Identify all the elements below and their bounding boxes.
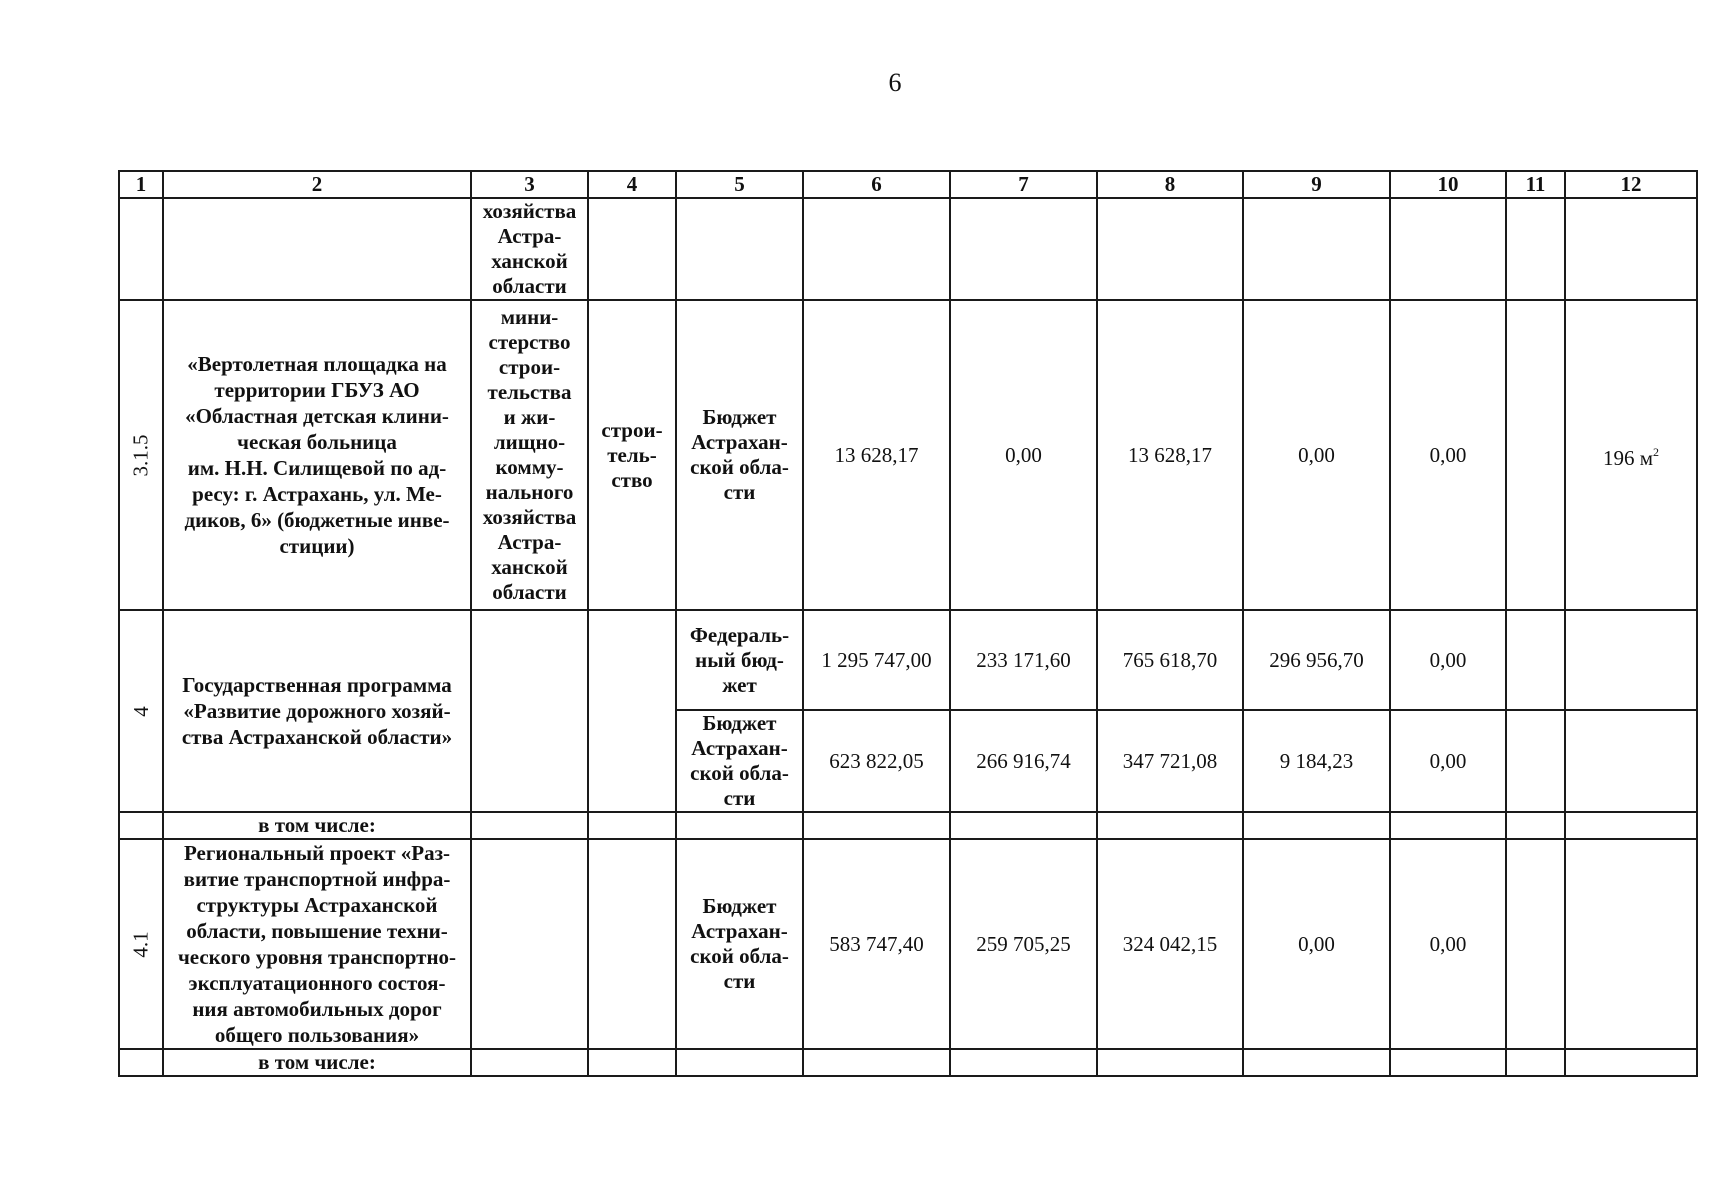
value-cell: 0,00 [1390, 300, 1506, 610]
executor-line: области [492, 274, 567, 298]
source-line: Федераль- [689, 622, 790, 647]
source-cell [676, 610, 803, 710]
value-cell [1506, 300, 1565, 610]
executor-cell [471, 839, 588, 1049]
column-number: 11 [1506, 171, 1565, 198]
executor-line: стерство [488, 330, 571, 354]
including-label: в том числе: [163, 1049, 471, 1076]
row-number: 4.1 [128, 930, 153, 958]
value-cell [1390, 1049, 1506, 1076]
including-label: в том числе: [163, 812, 471, 839]
column-number: 7 [950, 171, 1097, 198]
executor-line: ханской [491, 249, 568, 273]
row-name-line: территории ГБУЗ АО [214, 378, 420, 402]
table-row-4-federal [119, 610, 1697, 710]
table-row-4-1 [119, 839, 1697, 1049]
value-cell: 324 042,15 [1097, 839, 1243, 1049]
row-number-cell [119, 1049, 163, 1076]
row-number-cell [119, 610, 163, 812]
result-cell [1565, 1049, 1697, 1076]
source-cell [676, 710, 803, 812]
result-unit-superscript: 2 [1653, 444, 1660, 459]
source-line: ской обла- [690, 761, 789, 785]
value-cell: 765 618,70 [1097, 610, 1243, 710]
executor-line: Астра- [497, 224, 562, 248]
row-name-line: ческая больница [237, 430, 397, 454]
value-cell: 0,00 [950, 300, 1097, 610]
executor-line: хозяйства [482, 199, 577, 223]
row-number-cell [119, 300, 163, 610]
row-name-line: «Развитие дорожного хозяй- [183, 699, 451, 723]
result-cell [1565, 812, 1697, 839]
table-row-including [119, 812, 1697, 839]
row-name-cell [163, 198, 471, 300]
row-name-cell [163, 839, 471, 1049]
value-cell [950, 1049, 1097, 1076]
value-cell: 259 705,25 [950, 839, 1097, 1049]
source-cell [676, 839, 803, 1049]
executor-line: ханской [491, 555, 568, 579]
column-number: 10 [1390, 171, 1506, 198]
value-cell [1390, 812, 1506, 839]
value-cell: 296 956,70 [1243, 610, 1390, 710]
result-cell [1565, 710, 1697, 812]
row-name-cell [163, 610, 471, 812]
value-cell [1243, 812, 1390, 839]
source-line: Бюджет [702, 894, 777, 918]
type-line: ство [611, 467, 653, 492]
column-number: 6 [803, 171, 950, 198]
value-cell [1243, 198, 1390, 300]
row-name-line: области, повышение техни- [186, 919, 448, 943]
executor-line: нального [485, 480, 574, 504]
source-line: сти [723, 480, 756, 504]
row-name-line: структуры Астраханской [196, 893, 438, 917]
value-cell: 1 295 747,00 [803, 610, 950, 710]
budget-table [118, 170, 1698, 1077]
table-row-continuation [119, 198, 1697, 300]
source-line: Бюджет [702, 405, 777, 429]
column-number-row [119, 171, 1697, 198]
executor-line: строи- [498, 355, 561, 379]
value-cell: 13 628,17 [803, 300, 950, 610]
source-line: сти [723, 786, 756, 810]
value-cell: 0,00 [1390, 839, 1506, 1049]
row-name-cell [163, 300, 471, 610]
type-cell [588, 610, 676, 812]
executor-line: мини- [500, 305, 559, 329]
value-cell [1390, 198, 1506, 300]
row-name-line: стиции) [279, 534, 355, 558]
value-cell: 0,00 [1243, 839, 1390, 1049]
row-number-cell [119, 812, 163, 839]
table-row-including [119, 1049, 1697, 1076]
executor-line: лищно- [493, 430, 566, 454]
page-number: 6 [888, 68, 902, 97]
result-cell [1565, 300, 1697, 610]
type-cell [588, 839, 676, 1049]
value-cell: 347 721,08 [1097, 710, 1243, 812]
value-cell: 0,00 [1390, 710, 1506, 812]
source-line: Астрахан- [691, 919, 788, 943]
executor-line: комму- [495, 455, 564, 479]
value-cell [1506, 198, 1565, 300]
row-name-line: Региональный проект «Раз- [183, 841, 451, 865]
column-number: 12 [1565, 171, 1697, 198]
row-name-line: витие транспортной инфра- [183, 867, 451, 891]
source-line: Бюджет [702, 711, 777, 735]
source-cell [676, 1049, 803, 1076]
row-name-line: эксплуатационного состоя- [188, 971, 446, 995]
result-cell [1565, 839, 1697, 1049]
value-cell [1097, 1049, 1243, 1076]
value-cell [1097, 812, 1243, 839]
source-line: сти [723, 969, 756, 993]
type-line: строи- [601, 417, 663, 442]
value-cell: 233 171,60 [950, 610, 1097, 710]
row-name-line: ресу: г. Астрахань, ул. Ме- [192, 482, 442, 506]
value-cell: 266 916,74 [950, 710, 1097, 812]
source-line: жет [722, 672, 757, 697]
type-cell [588, 812, 676, 839]
type-cell [588, 1049, 676, 1076]
executor-line: хозяйства [482, 505, 577, 529]
value-cell: 623 822,05 [803, 710, 950, 812]
row-number: 4 [128, 705, 153, 717]
row-name-line: диков, 6» (бюджетные инве- [184, 508, 450, 532]
value-cell: 9 184,23 [1243, 710, 1390, 812]
value-cell [1506, 812, 1565, 839]
value-cell [803, 198, 950, 300]
executor-line: Астра- [497, 530, 562, 554]
row-name-line: Государственная программа [182, 673, 452, 697]
value-cell [950, 198, 1097, 300]
row-name-line: ния автомобильных дорог [192, 997, 442, 1021]
row-name-line: ства Астраханской области» [181, 725, 453, 749]
column-number: 1 [119, 171, 163, 198]
column-number: 4 [588, 171, 676, 198]
value-cell [1243, 1049, 1390, 1076]
value-cell [1097, 198, 1243, 300]
executor-cell [471, 300, 588, 610]
row-name-line: ческого уровня транспортно- [177, 945, 457, 969]
row-name-line: им. Н.Н. Силищевой по ад- [187, 456, 447, 480]
executor-cell [471, 198, 588, 300]
executor-line: и жи- [503, 405, 556, 429]
type-cell [588, 198, 676, 300]
result-cell [1565, 610, 1697, 710]
source-line: ской обла- [690, 944, 789, 968]
result-cell [1565, 198, 1697, 300]
table-row-3-1-5 [119, 300, 1697, 610]
source-line: Астрахан- [691, 736, 788, 760]
source-cell [676, 812, 803, 839]
row-name-line: общего пользования» [214, 1023, 420, 1047]
source-line: ской обла- [690, 455, 789, 479]
row-number-cell [119, 839, 163, 1049]
value-cell [1506, 1049, 1565, 1076]
column-number: 3 [471, 171, 588, 198]
source-cell [676, 198, 803, 300]
source-line: Астрахан- [691, 430, 788, 454]
source-cell [676, 300, 803, 610]
value-cell: 583 747,40 [803, 839, 950, 1049]
executor-cell [471, 1049, 588, 1076]
column-number: 5 [676, 171, 803, 198]
executor-line: тельства [487, 380, 572, 404]
source-line: ный бюд- [695, 647, 784, 672]
type-cell [588, 300, 676, 610]
column-number: 9 [1243, 171, 1390, 198]
row-number-cell [119, 198, 163, 300]
column-number: 2 [163, 171, 471, 198]
column-number: 8 [1097, 171, 1243, 198]
row-name-line: «Вертолетная площадка на [187, 352, 447, 376]
value-cell [1506, 610, 1565, 710]
value-cell: 0,00 [1243, 300, 1390, 610]
value-cell [1506, 710, 1565, 812]
value-cell [803, 812, 950, 839]
value-cell [803, 1049, 950, 1076]
value-cell [950, 812, 1097, 839]
executor-cell [471, 610, 588, 812]
value-cell [1506, 839, 1565, 1049]
executor-line: области [492, 580, 567, 604]
value-cell: 13 628,17 [1097, 300, 1243, 610]
row-number: 3.1.5 [128, 434, 153, 476]
executor-cell [471, 812, 588, 839]
result-value: 196 м [1602, 445, 1654, 470]
type-line: тель- [607, 442, 657, 467]
row-name-line: «Областная детская клини- [185, 404, 449, 428]
value-cell: 0,00 [1390, 610, 1506, 710]
